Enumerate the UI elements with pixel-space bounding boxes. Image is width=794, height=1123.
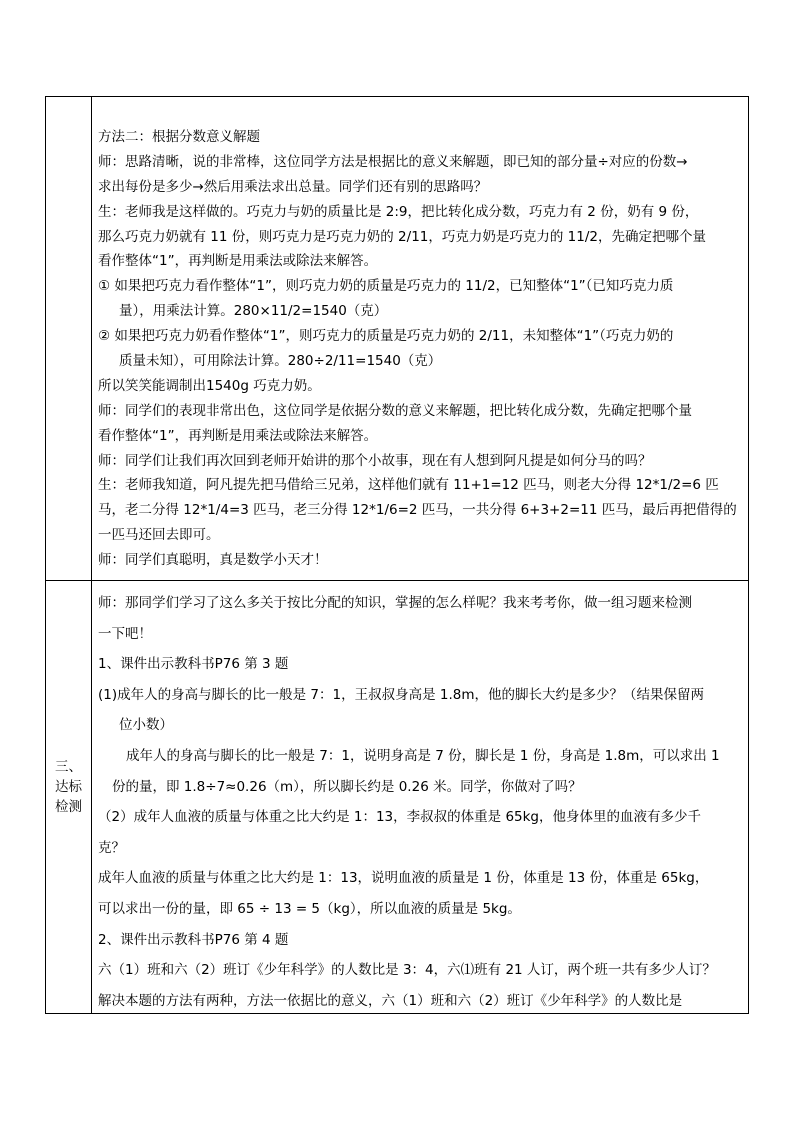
text-line: 六（1）班和六（2）班订《少年科学》的人数比是 3：4，六⑴班有 21 人订，两个班一共有多少人订？ xyxy=(98,962,716,979)
text-line: 质量未知），可用除法计算。280÷2/11=1540（克） xyxy=(119,353,442,370)
section-label-line: 三、 xyxy=(55,759,82,775)
text-line: 位小数） xyxy=(119,717,173,734)
row-divider xyxy=(46,580,748,581)
text-line: 那么巧克力奶就有 11 份，则巧克力是巧克力奶的 2/11，巧克力奶是巧克力的 11/2，先确定把哪个量 xyxy=(98,228,706,245)
text-line: ① 如果把巧克力看作整体“1”，则巧克力奶的质量是巧克力的 11/2，已知整体“1”（已知巧克力质 xyxy=(98,278,674,295)
column-divider xyxy=(91,97,92,1013)
text-line: 师：同学们的表现非常出色，这位同学是依据分数的意义来解题，把比转化成分数，先确定把哪个量 xyxy=(98,402,692,419)
text-line: 师：那同学们学习了这么多关于按比分配的知识，掌握的怎么样呢？我来考考你，做一组习题来检测 xyxy=(98,595,692,611)
lower-content-cell xyxy=(98,588,742,1016)
text-line: 一匹马还回去即可。 xyxy=(98,527,220,544)
text-line: 份的量，即 1.8÷7≈0.26（m），所以脚长约是 0.26 米。同学，你做对了吗？ xyxy=(112,778,582,795)
text-line: 方法二：根据分数意义解题 xyxy=(98,129,260,145)
section-label-line: 检测 xyxy=(55,799,82,815)
text-line: 师：同学们真聪明，真是数学小天才！ xyxy=(98,552,328,569)
text-line: 师：思路清晰，说的非常棒，这位同学方法是根据比的意义来解题，即已知的部分量÷对应的份数→ xyxy=(98,153,688,170)
text-line: 生：老师我知道，阿凡提先把马借给三兄弟，这样他们就有 11+1=12 匹马，则老大分得 12*1/2=6 匹 xyxy=(98,477,719,494)
section-label-line: 达标 xyxy=(55,779,82,795)
text-line: 一下吧！ xyxy=(98,625,152,642)
text-line: 成年人血液的质量与体重之比大约是 1：13，说明血液的质量是 1 份，体重是 13 份，体重是 65kg， xyxy=(98,870,709,887)
text-line: 2、课件出示教科书P76 第 4 题 xyxy=(98,931,289,948)
text-line: 马，老二分得 12*1/4=3 匹马，老三分得 12*1/6=2 匹马，一共分得 6+3+2=11 匹马，最后再把借得的 xyxy=(98,502,737,519)
text-line: 求出每份是多少→然后用乘法求出总量。同学们还有别的思路吗？ xyxy=(98,178,488,195)
text-line: 解决本题的方法有两种，方法一依据比的意义，六（1）班和六（2）班订《少年科学》的人数比是 xyxy=(98,992,683,1009)
text-line: 可以求出一份的量，即 65 ÷ 13 = 5（kg），所以血液的质量是 5kg。 xyxy=(98,900,521,917)
text-line: 量），用乘法计算。280×11/2=1540（克） xyxy=(119,303,388,320)
lesson-table xyxy=(45,96,749,1014)
text-line: ② 如果把巧克力奶看作整体“1”，则巧克力的质量是巧克力奶的 2/11，未知整体“1”（巧克力奶的 xyxy=(98,328,674,345)
text-line: (1)成年人的身高与脚长的比一般是 7：1，王叔叔身高是 1.8m，他的脚长大约是多少？（结果保留两 xyxy=(98,686,705,703)
text-line: 师：同学们让我们再次回到老师开始讲的那个小故事，现在有人想到阿凡提是如何分马的吗？ xyxy=(98,452,652,469)
text-line: 克？ xyxy=(98,839,125,856)
text-line: 所以笑笑能调制出1540g 巧克力奶。 xyxy=(98,377,321,394)
upper-content-cell xyxy=(98,125,742,573)
text-line: 生：老师我是这样做的。巧克力与奶的质量比是 2:9，把比转化成分数，巧克力有 2 份，奶有 9 份， xyxy=(98,203,699,220)
text-line: （2）成年人血液的质量与体重之比大约是 1：13，李叔叔的体重是 65kg，他身体里的血液有多少千 xyxy=(98,809,702,826)
section-three-label xyxy=(46,747,91,827)
text-line: 1、课件出示教科书P76 第 3 题 xyxy=(98,656,289,673)
text-line: 看作整体“1”，再判断是用乘法或除法来解答。 xyxy=(98,253,378,270)
text-line: 看作整体“1”，再判断是用乘法或除法来解答。 xyxy=(98,427,378,444)
text-line: 成年人的身高与脚长的比一般是 7：1，说明身高是 7 份，脚长是 1 份，身高是 1.8m，可以求出 1 xyxy=(126,747,720,764)
